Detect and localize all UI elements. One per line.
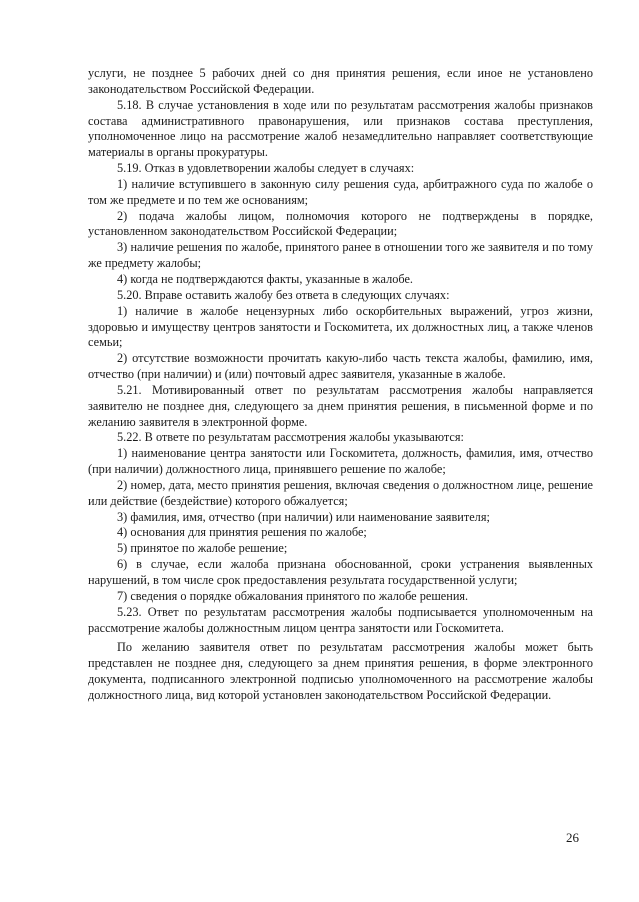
list-item-5-22-5: 5) принятое по жалобе решение; (117, 541, 288, 556)
paragraph-5-20: 5.20. Вправе оставить жалобу без ответа в следующих случаях: (117, 287, 450, 302)
page-number: 26 (566, 830, 579, 845)
paragraph-5-23: 5.23. Ответ по результатам рассмотрения жалобы подписывается уполномоченным на рассмотрение жалобы должностным лицом центра занятости или Госкомитета. (88, 604, 593, 635)
list-item-5-22-3: 3) фамилия, имя, отчество (при наличии) или наименование заявителя; (117, 509, 490, 524)
list-item-5-20-2: 2) отсутствие возможности прочитать какую-либо часть текста жалобы, фамилию, имя, отчество (при наличии) и (или) почтовый адрес заявителя, указанные в жалобе. (88, 351, 593, 382)
list-item-5-19-4: 4) когда не подтверждаются факты, указанные в жалобе. (117, 271, 413, 286)
paragraph-5-22: 5.22. В ответе по результатам рассмотрения жалобы указываются: (117, 430, 464, 445)
paragraph-5-19: 5.19. Отказ в удовлетворении жалобы следует в случаях: (117, 161, 415, 176)
list-item-5-22-6: 6) в случае, если жалоба признана обоснованной, сроки устранения выявленных нарушений, в том числе срок предоставления результата государственной услуги; (88, 557, 593, 587)
paragraph-5-18: 5.18. В случае установления в ходе или по результатам рассмотрения жалобы признаков состава административного правонарушения, или признаков состава преступления, уполномоченное лицо на рассмотрение жалоб незамедлительно направляет соответствующие материалы в органы прокуратуры. (88, 97, 593, 160)
list-item-5-22-7: 7) сведения о порядке обжалования принятого по жалобе решения. (117, 588, 469, 603)
list-item-5-19-3: 3) наличие решения по жалобе, принятого ранее в отношении того же заявителя и по тому же предмету жалобы; (88, 240, 593, 271)
list-item-5-19-1: 1) наличие вступившего в законную силу решения суда, арбитражного суда по жалобе о том же предмете и по тем же основаниям; (88, 176, 593, 207)
paragraph-electronic-answer: По желанию заявителя ответ по результатам рассмотрения жалобы может быть представлен не позднее дня, следующего за днем принятия решения, в форме электронного документа, подписанного электронной подписью уполномоченного на рассмотрение жалобы должностного лица, вид которой установлен законодательством Российской Федерации. (88, 640, 593, 702)
document-body (88, 66, 593, 704)
list-item-5-22-2: 2) номер, дата, место принятия решения, включая сведения о должностном лице, решение или действие (бездействие) которого обжалуется; (88, 477, 593, 508)
list-item-5-22-1: 1) наименование центра занятости или Госкомитета, должность, фамилия, имя, отчество (при наличии) должностного лица, принявшего решение по жалобе; (88, 446, 593, 477)
paragraph-continuation: услуги, не позднее 5 рабочих дней со дня принятия решения, если иное не установлено законодательством Российской Федерации. (88, 66, 593, 96)
list-item-5-22-4: 4) основания для принятия решения по жалобе; (117, 525, 367, 540)
list-item-5-20-1: 1) наличие в жалобе нецензурных либо оскорбительных выражений, угроз жизни, здоровью и имуществу центров занятости и Госкомитета, их должностных лиц, а также членов семьи; (88, 303, 593, 350)
list-item-5-19-2: 2) подача жалобы лицом, полномочия которого не подтверждены в порядке, установленном законодательством Российской Федерации; (88, 208, 593, 239)
paragraph-5-21: 5.21. Мотивированный ответ по результатам рассмотрения жалобы направляется заявителю не позднее дня, следующего за днем принятия решения, в письменной форме и по желанию заявителя в электронной форме. (88, 382, 593, 429)
